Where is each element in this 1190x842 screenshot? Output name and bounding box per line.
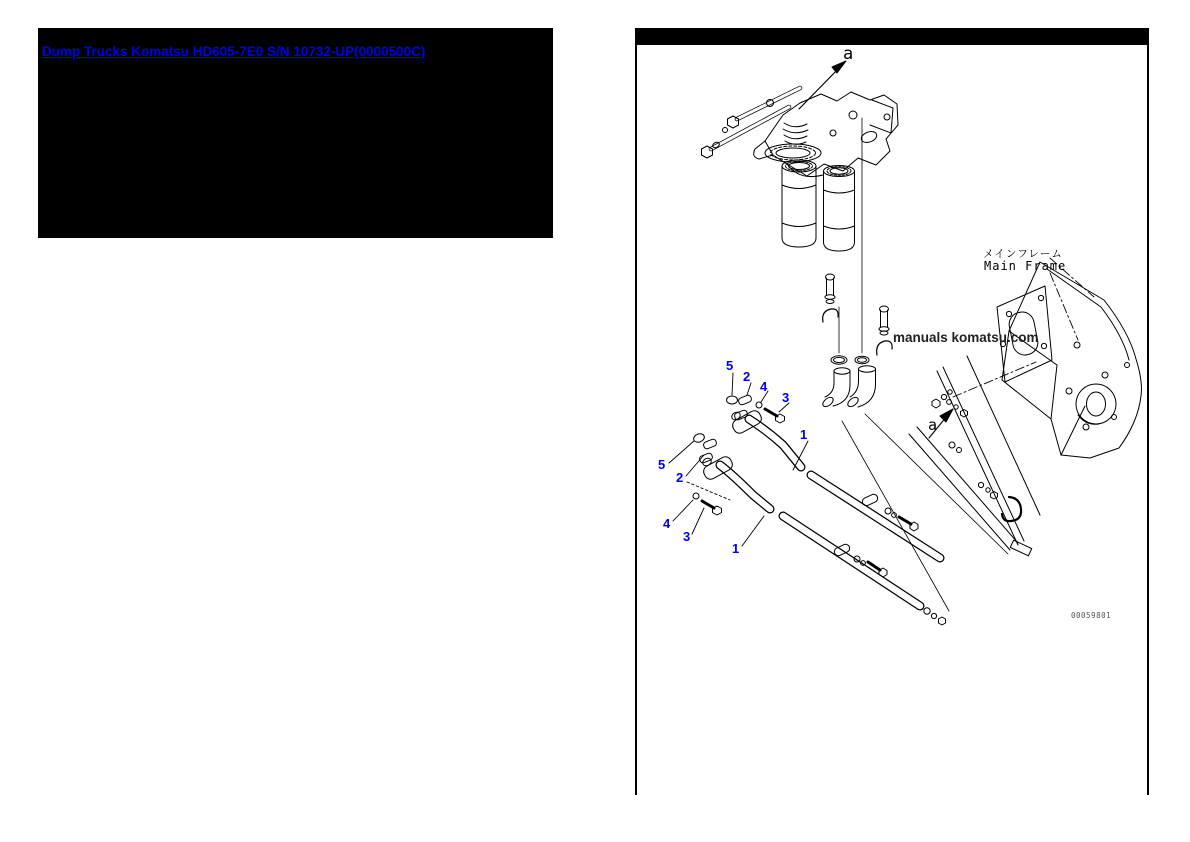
callout-link-1-upper[interactable]: 1 [800, 427, 808, 442]
dash-dot-leader-lines [953, 258, 1094, 397]
callout-link-5-lower[interactable]: 5 [658, 457, 666, 472]
callout-link-3-upper[interactable]: 3 [782, 390, 790, 405]
main-frame-label-japanese: メインフレーム [983, 248, 1063, 260]
breadcrumb-model-link[interactable]: Dump Trucks Komatsu HD605-7E0 S/N 10732-UP(0000500C) [42, 44, 426, 59]
filter-head-drawing [754, 92, 898, 177]
drawing-number: 00059801 [1071, 611, 1112, 620]
callout-link-1-lower[interactable]: 1 [732, 541, 740, 556]
callout-link-5-upper[interactable]: 5 [726, 358, 734, 373]
diagram-header-bar [635, 28, 1149, 45]
black-banner [38, 28, 553, 238]
view-label-a-side: a [928, 416, 938, 434]
fitting-part-icons [821, 274, 892, 408]
callout-link-2-upper[interactable]: 2 [743, 369, 751, 384]
callout-link-3-lower[interactable]: 3 [683, 529, 691, 544]
callout-link-4-upper[interactable]: 4 [760, 379, 768, 394]
flange-hardware-icons [692, 394, 784, 515]
fuel-pipe-icons [701, 409, 945, 625]
mounting-bolt-icons [702, 88, 801, 158]
callout-link-4-lower[interactable]: 4 [663, 516, 671, 531]
guide-lines [839, 118, 862, 353]
callout-link-2-lower[interactable]: 2 [676, 470, 684, 485]
watermark-text: manuals komatsu.com [893, 330, 1039, 345]
parts-diagram-panel [635, 45, 1149, 795]
view-arrow-top [799, 61, 846, 109]
parts-line-drawing [637, 45, 1147, 795]
view-label-a-top: a [843, 44, 854, 64]
fuel-filter-icons [765, 144, 855, 251]
main-frame-label-english: Main Frame [984, 259, 1067, 273]
